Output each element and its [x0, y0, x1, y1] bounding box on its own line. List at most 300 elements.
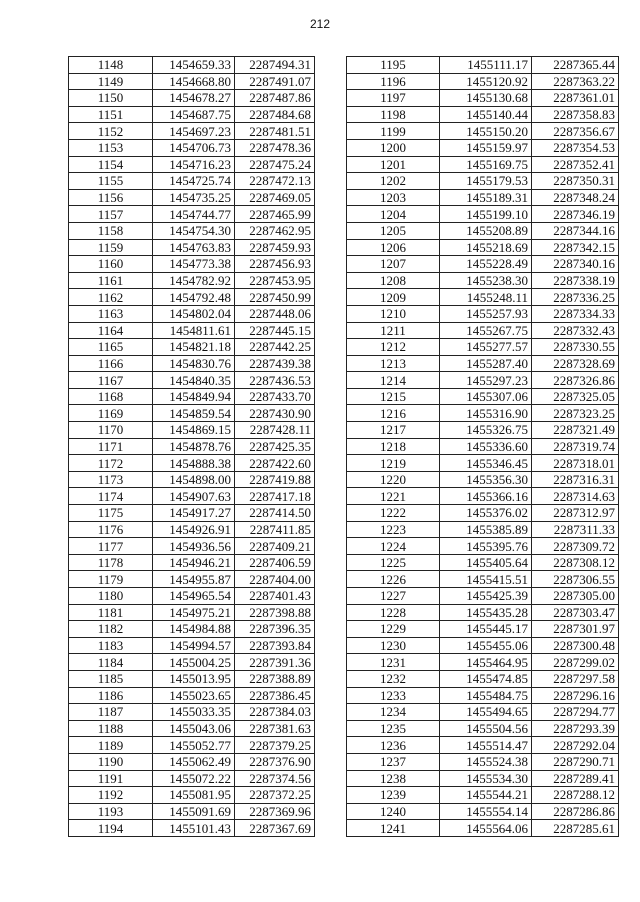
table-row	[69, 704, 315, 721]
point-number-cell: 1231	[347, 654, 440, 671]
point-number-cell: 1241	[347, 820, 440, 837]
y-coordinate-cell: 2287398.88	[235, 604, 315, 621]
x-coordinate-cell: 1455484.75	[440, 687, 532, 704]
point-number-cell: 1211	[347, 322, 440, 339]
x-coordinate-cell: 1455228.49	[440, 256, 532, 273]
y-coordinate-cell: 2287367.69	[235, 820, 315, 837]
x-coordinate-cell: 1455179.53	[440, 173, 532, 190]
table-row	[69, 239, 315, 256]
x-coordinate-cell: 1454955.87	[153, 571, 235, 588]
point-number-cell: 1221	[347, 488, 440, 505]
y-coordinate-cell: 2287321.49	[532, 422, 619, 439]
x-coordinate-cell: 1454725.74	[153, 173, 235, 190]
y-coordinate-cell: 2287491.07	[235, 73, 315, 90]
point-number-cell: 1171	[69, 438, 153, 455]
table-row	[347, 438, 619, 455]
y-coordinate-cell: 2287428.11	[235, 422, 315, 439]
point-number-cell: 1240	[347, 803, 440, 820]
coordinates-table-left	[68, 56, 315, 837]
point-number-cell: 1148	[69, 57, 153, 74]
x-coordinate-cell: 1454659.33	[153, 57, 235, 74]
table-row	[69, 372, 315, 389]
table-row	[69, 803, 315, 820]
x-coordinate-cell: 1455376.02	[440, 505, 532, 522]
point-number-cell: 1208	[347, 272, 440, 289]
x-coordinate-cell: 1455199.10	[440, 206, 532, 223]
point-number-cell: 1237	[347, 753, 440, 770]
x-coordinate-cell: 1455111.17	[440, 57, 532, 74]
x-coordinate-cell: 1455455.06	[440, 637, 532, 654]
y-coordinate-cell: 2287478.36	[235, 139, 315, 156]
point-number-cell: 1193	[69, 803, 153, 820]
table-row	[69, 770, 315, 787]
table-row	[69, 73, 315, 90]
point-number-cell: 1160	[69, 256, 153, 273]
coordinates-table-right	[346, 56, 619, 837]
y-coordinate-cell: 2287442.25	[235, 339, 315, 356]
y-coordinate-cell: 2287379.25	[235, 737, 315, 754]
x-coordinate-cell: 1455356.30	[440, 471, 532, 488]
table-row	[347, 670, 619, 687]
y-coordinate-cell: 2287401.43	[235, 588, 315, 605]
y-coordinate-cell: 2287386.45	[235, 687, 315, 704]
table-row	[69, 588, 315, 605]
y-coordinate-cell: 2287301.97	[532, 621, 619, 638]
y-coordinate-cell: 2287374.56	[235, 770, 315, 787]
point-number-cell: 1177	[69, 538, 153, 555]
table-row	[347, 372, 619, 389]
y-coordinate-cell: 2287342.15	[532, 239, 619, 256]
x-coordinate-cell: 1454763.83	[153, 239, 235, 256]
table-row	[69, 422, 315, 439]
table-row	[69, 737, 315, 754]
y-coordinate-cell: 2287393.84	[235, 637, 315, 654]
point-number-cell: 1219	[347, 455, 440, 472]
point-number-cell: 1152	[69, 123, 153, 140]
x-coordinate-cell: 1455415.51	[440, 571, 532, 588]
table-row	[347, 57, 619, 74]
y-coordinate-cell: 2287352.41	[532, 156, 619, 173]
x-coordinate-cell: 1454869.15	[153, 422, 235, 439]
point-number-cell: 1223	[347, 521, 440, 538]
x-coordinate-cell: 1455081.95	[153, 787, 235, 804]
x-coordinate-cell: 1454792.48	[153, 289, 235, 306]
point-number-cell: 1188	[69, 720, 153, 737]
table-row	[347, 505, 619, 522]
x-coordinate-cell: 1454936.56	[153, 538, 235, 555]
point-number-cell: 1166	[69, 355, 153, 372]
x-coordinate-cell: 1454668.80	[153, 73, 235, 90]
y-coordinate-cell: 2287332.43	[532, 322, 619, 339]
x-coordinate-cell: 1455248.11	[440, 289, 532, 306]
table-row	[69, 388, 315, 405]
y-coordinate-cell: 2287365.44	[532, 57, 619, 74]
table-row	[69, 455, 315, 472]
y-coordinate-cell: 2287462.95	[235, 222, 315, 239]
point-number-cell: 1157	[69, 206, 153, 223]
table-row	[347, 73, 619, 90]
y-coordinate-cell: 2287340.16	[532, 256, 619, 273]
table-row	[347, 753, 619, 770]
y-coordinate-cell: 2287350.31	[532, 173, 619, 190]
y-coordinate-cell: 2287311.33	[532, 521, 619, 538]
table-row	[347, 737, 619, 754]
y-coordinate-cell: 2287303.47	[532, 604, 619, 621]
x-coordinate-cell: 1455366.16	[440, 488, 532, 505]
table-row	[347, 123, 619, 140]
x-coordinate-cell: 1455534.30	[440, 770, 532, 787]
x-coordinate-cell: 1455316.90	[440, 405, 532, 422]
x-coordinate-cell: 1454926.91	[153, 521, 235, 538]
table-row	[347, 637, 619, 654]
point-number-cell: 1224	[347, 538, 440, 555]
x-coordinate-cell: 1455307.06	[440, 388, 532, 405]
point-number-cell: 1173	[69, 471, 153, 488]
table-row	[347, 222, 619, 239]
table-row	[69, 206, 315, 223]
y-coordinate-cell: 2287309.72	[532, 538, 619, 555]
y-coordinate-cell: 2287305.00	[532, 588, 619, 605]
x-coordinate-cell: 1454706.73	[153, 139, 235, 156]
point-number-cell: 1234	[347, 704, 440, 721]
x-coordinate-cell: 1455062.49	[153, 753, 235, 770]
point-number-cell: 1199	[347, 123, 440, 140]
x-coordinate-cell: 1455043.06	[153, 720, 235, 737]
point-number-cell: 1206	[347, 239, 440, 256]
x-coordinate-cell: 1454802.04	[153, 305, 235, 322]
table-row	[69, 322, 315, 339]
y-coordinate-cell: 2287346.19	[532, 206, 619, 223]
point-number-cell: 1222	[347, 505, 440, 522]
y-coordinate-cell: 2287459.93	[235, 239, 315, 256]
table-row	[69, 123, 315, 140]
table-row	[347, 521, 619, 538]
table-row	[347, 803, 619, 820]
y-coordinate-cell: 2287299.02	[532, 654, 619, 671]
point-number-cell: 1167	[69, 372, 153, 389]
x-coordinate-cell: 1454697.23	[153, 123, 235, 140]
y-coordinate-cell: 2287404.00	[235, 571, 315, 588]
point-number-cell: 1178	[69, 554, 153, 571]
y-coordinate-cell: 2287316.31	[532, 471, 619, 488]
y-coordinate-cell: 2287292.04	[532, 737, 619, 754]
y-coordinate-cell: 2287406.59	[235, 554, 315, 571]
x-coordinate-cell: 1455267.75	[440, 322, 532, 339]
y-coordinate-cell: 2287388.89	[235, 670, 315, 687]
table-row	[69, 173, 315, 190]
y-coordinate-cell: 2287487.86	[235, 90, 315, 107]
x-coordinate-cell: 1455013.95	[153, 670, 235, 687]
point-number-cell: 1169	[69, 405, 153, 422]
y-coordinate-cell: 2287422.60	[235, 455, 315, 472]
table-row	[347, 239, 619, 256]
table-row	[347, 554, 619, 571]
y-coordinate-cell: 2287354.53	[532, 139, 619, 156]
x-coordinate-cell: 1454888.38	[153, 455, 235, 472]
point-number-cell: 1168	[69, 388, 153, 405]
x-coordinate-cell: 1454678.27	[153, 90, 235, 107]
table-row	[69, 720, 315, 737]
y-coordinate-cell: 2287409.21	[235, 538, 315, 555]
x-coordinate-cell: 1454965.54	[153, 588, 235, 605]
point-number-cell: 1192	[69, 787, 153, 804]
table-row	[69, 787, 315, 804]
point-number-cell: 1161	[69, 272, 153, 289]
table-row	[347, 654, 619, 671]
table-row	[69, 521, 315, 538]
point-number-cell: 1217	[347, 422, 440, 439]
x-coordinate-cell: 1454754.30	[153, 222, 235, 239]
table-row	[69, 405, 315, 422]
table-row	[347, 189, 619, 206]
point-number-cell: 1214	[347, 372, 440, 389]
y-coordinate-cell: 2287465.99	[235, 206, 315, 223]
x-coordinate-cell: 1454687.75	[153, 106, 235, 123]
point-number-cell: 1227	[347, 588, 440, 605]
point-number-cell: 1218	[347, 438, 440, 455]
x-coordinate-cell: 1454716.23	[153, 156, 235, 173]
point-number-cell: 1226	[347, 571, 440, 588]
y-coordinate-cell: 2287445.15	[235, 322, 315, 339]
point-number-cell: 1186	[69, 687, 153, 704]
y-coordinate-cell: 2287419.88	[235, 471, 315, 488]
table-row	[347, 206, 619, 223]
y-coordinate-cell: 2287293.39	[532, 720, 619, 737]
point-number-cell: 1216	[347, 405, 440, 422]
y-coordinate-cell: 2287334.33	[532, 305, 619, 322]
point-number-cell: 1233	[347, 687, 440, 704]
table-row	[347, 488, 619, 505]
point-number-cell: 1205	[347, 222, 440, 239]
point-number-cell: 1202	[347, 173, 440, 190]
point-number-cell: 1176	[69, 521, 153, 538]
x-coordinate-cell: 1455287.40	[440, 355, 532, 372]
x-coordinate-cell: 1455464.95	[440, 654, 532, 671]
point-number-cell: 1200	[347, 139, 440, 156]
table-row	[347, 422, 619, 439]
table-row	[347, 388, 619, 405]
point-number-cell: 1179	[69, 571, 153, 588]
point-number-cell: 1228	[347, 604, 440, 621]
table-row	[69, 106, 315, 123]
y-coordinate-cell: 2287294.77	[532, 704, 619, 721]
x-coordinate-cell: 1455238.30	[440, 272, 532, 289]
x-coordinate-cell: 1455395.76	[440, 538, 532, 555]
point-number-cell: 1181	[69, 604, 153, 621]
y-coordinate-cell: 2287338.19	[532, 272, 619, 289]
point-number-cell: 1165	[69, 339, 153, 356]
y-coordinate-cell: 2287288.12	[532, 787, 619, 804]
x-coordinate-cell: 1455385.89	[440, 521, 532, 538]
point-number-cell: 1175	[69, 505, 153, 522]
table-row	[347, 455, 619, 472]
table-row	[69, 156, 315, 173]
x-coordinate-cell: 1455544.21	[440, 787, 532, 804]
y-coordinate-cell: 2287300.48	[532, 637, 619, 654]
table-row	[69, 355, 315, 372]
y-coordinate-cell: 2287348.24	[532, 189, 619, 206]
table-row	[69, 753, 315, 770]
x-coordinate-cell: 1454917.27	[153, 505, 235, 522]
x-coordinate-cell: 1454782.92	[153, 272, 235, 289]
table-row	[69, 222, 315, 239]
point-number-cell: 1189	[69, 737, 153, 754]
table-row	[69, 139, 315, 156]
point-number-cell: 1239	[347, 787, 440, 804]
point-number-cell: 1209	[347, 289, 440, 306]
y-coordinate-cell: 2287318.01	[532, 455, 619, 472]
point-number-cell: 1183	[69, 637, 153, 654]
x-coordinate-cell: 1454849.94	[153, 388, 235, 405]
table-row	[347, 604, 619, 621]
point-number-cell: 1229	[347, 621, 440, 638]
y-coordinate-cell: 2287336.25	[532, 289, 619, 306]
y-coordinate-cell: 2287297.58	[532, 670, 619, 687]
y-coordinate-cell: 2287369.96	[235, 803, 315, 820]
point-number-cell: 1191	[69, 770, 153, 787]
y-coordinate-cell: 2287328.69	[532, 355, 619, 372]
table-row	[347, 538, 619, 555]
point-number-cell: 1182	[69, 621, 153, 638]
table-row	[69, 57, 315, 74]
table-row	[69, 471, 315, 488]
table-row	[347, 471, 619, 488]
x-coordinate-cell: 1455033.35	[153, 704, 235, 721]
point-number-cell: 1164	[69, 322, 153, 339]
point-number-cell: 1210	[347, 305, 440, 322]
y-coordinate-cell: 2287314.63	[532, 488, 619, 505]
y-coordinate-cell: 2287376.90	[235, 753, 315, 770]
y-coordinate-cell: 2287363.22	[532, 73, 619, 90]
y-coordinate-cell: 2287325.05	[532, 388, 619, 405]
point-number-cell: 1187	[69, 704, 153, 721]
point-number-cell: 1204	[347, 206, 440, 223]
table-row	[69, 305, 315, 322]
y-coordinate-cell: 2287430.90	[235, 405, 315, 422]
x-coordinate-cell: 1455277.57	[440, 339, 532, 356]
table-row	[69, 272, 315, 289]
x-coordinate-cell: 1455218.69	[440, 239, 532, 256]
x-coordinate-cell: 1454821.18	[153, 339, 235, 356]
y-coordinate-cell: 2287425.35	[235, 438, 315, 455]
point-number-cell: 1163	[69, 305, 153, 322]
point-number-cell: 1238	[347, 770, 440, 787]
table-row	[69, 189, 315, 206]
x-coordinate-cell: 1455091.69	[153, 803, 235, 820]
x-coordinate-cell: 1454859.54	[153, 405, 235, 422]
y-coordinate-cell: 2287361.01	[532, 90, 619, 107]
point-number-cell: 1225	[347, 554, 440, 571]
x-coordinate-cell: 1454773.38	[153, 256, 235, 273]
y-coordinate-cell: 2287308.12	[532, 554, 619, 571]
point-number-cell: 1220	[347, 471, 440, 488]
table-row	[69, 488, 315, 505]
x-coordinate-cell: 1455425.39	[440, 588, 532, 605]
table-row	[347, 571, 619, 588]
x-coordinate-cell: 1455554.14	[440, 803, 532, 820]
table-row	[69, 438, 315, 455]
y-coordinate-cell: 2287290.71	[532, 753, 619, 770]
x-coordinate-cell: 1455150.20	[440, 123, 532, 140]
y-coordinate-cell: 2287286.86	[532, 803, 619, 820]
point-number-cell: 1230	[347, 637, 440, 654]
point-number-cell: 1180	[69, 588, 153, 605]
y-coordinate-cell: 2287381.63	[235, 720, 315, 737]
point-number-cell: 1151	[69, 106, 153, 123]
point-number-cell: 1155	[69, 173, 153, 190]
x-coordinate-cell: 1455004.25	[153, 654, 235, 671]
point-number-cell: 1194	[69, 820, 153, 837]
x-coordinate-cell: 1454830.76	[153, 355, 235, 372]
point-number-cell: 1198	[347, 106, 440, 123]
point-number-cell: 1236	[347, 737, 440, 754]
x-coordinate-cell: 1454907.63	[153, 488, 235, 505]
x-coordinate-cell: 1455130.68	[440, 90, 532, 107]
y-coordinate-cell: 2287475.24	[235, 156, 315, 173]
x-coordinate-cell: 1455405.64	[440, 554, 532, 571]
table-row	[347, 687, 619, 704]
table-row	[69, 670, 315, 687]
x-coordinate-cell: 1455140.44	[440, 106, 532, 123]
table-row	[69, 571, 315, 588]
y-coordinate-cell: 2287384.03	[235, 704, 315, 721]
point-number-cell: 1197	[347, 90, 440, 107]
y-coordinate-cell: 2287433.70	[235, 388, 315, 405]
x-coordinate-cell: 1455120.92	[440, 73, 532, 90]
point-number-cell: 1184	[69, 654, 153, 671]
table-row	[69, 256, 315, 273]
table-row	[347, 139, 619, 156]
point-number-cell: 1174	[69, 488, 153, 505]
y-coordinate-cell: 2287319.74	[532, 438, 619, 455]
table-row	[347, 173, 619, 190]
x-coordinate-cell: 1455159.97	[440, 139, 532, 156]
y-coordinate-cell: 2287285.61	[532, 820, 619, 837]
table-row	[69, 90, 315, 107]
table-row	[347, 621, 619, 638]
point-number-cell: 1172	[69, 455, 153, 472]
x-coordinate-cell: 1455257.93	[440, 305, 532, 322]
y-coordinate-cell: 2287448.06	[235, 305, 315, 322]
table-row	[347, 588, 619, 605]
point-number-cell: 1232	[347, 670, 440, 687]
table-row	[69, 687, 315, 704]
y-coordinate-cell: 2287436.53	[235, 372, 315, 389]
x-coordinate-cell: 1454735.25	[153, 189, 235, 206]
y-coordinate-cell: 2287472.13	[235, 173, 315, 190]
table-row	[347, 322, 619, 339]
y-coordinate-cell: 2287450.99	[235, 289, 315, 306]
table-row	[347, 289, 619, 306]
table-row	[347, 720, 619, 737]
table-row	[347, 256, 619, 273]
table-row	[69, 538, 315, 555]
y-coordinate-cell: 2287411.85	[235, 521, 315, 538]
y-coordinate-cell: 2287481.51	[235, 123, 315, 140]
y-coordinate-cell: 2287469.05	[235, 189, 315, 206]
y-coordinate-cell: 2287396.35	[235, 621, 315, 638]
x-coordinate-cell: 1455208.89	[440, 222, 532, 239]
point-number-cell: 1207	[347, 256, 440, 273]
point-number-cell: 1170	[69, 422, 153, 439]
x-coordinate-cell: 1454898.00	[153, 471, 235, 488]
table-row	[69, 637, 315, 654]
x-coordinate-cell: 1455564.06	[440, 820, 532, 837]
point-number-cell: 1154	[69, 156, 153, 173]
table-row	[347, 787, 619, 804]
x-coordinate-cell: 1455346.45	[440, 455, 532, 472]
x-coordinate-cell: 1455101.43	[153, 820, 235, 837]
